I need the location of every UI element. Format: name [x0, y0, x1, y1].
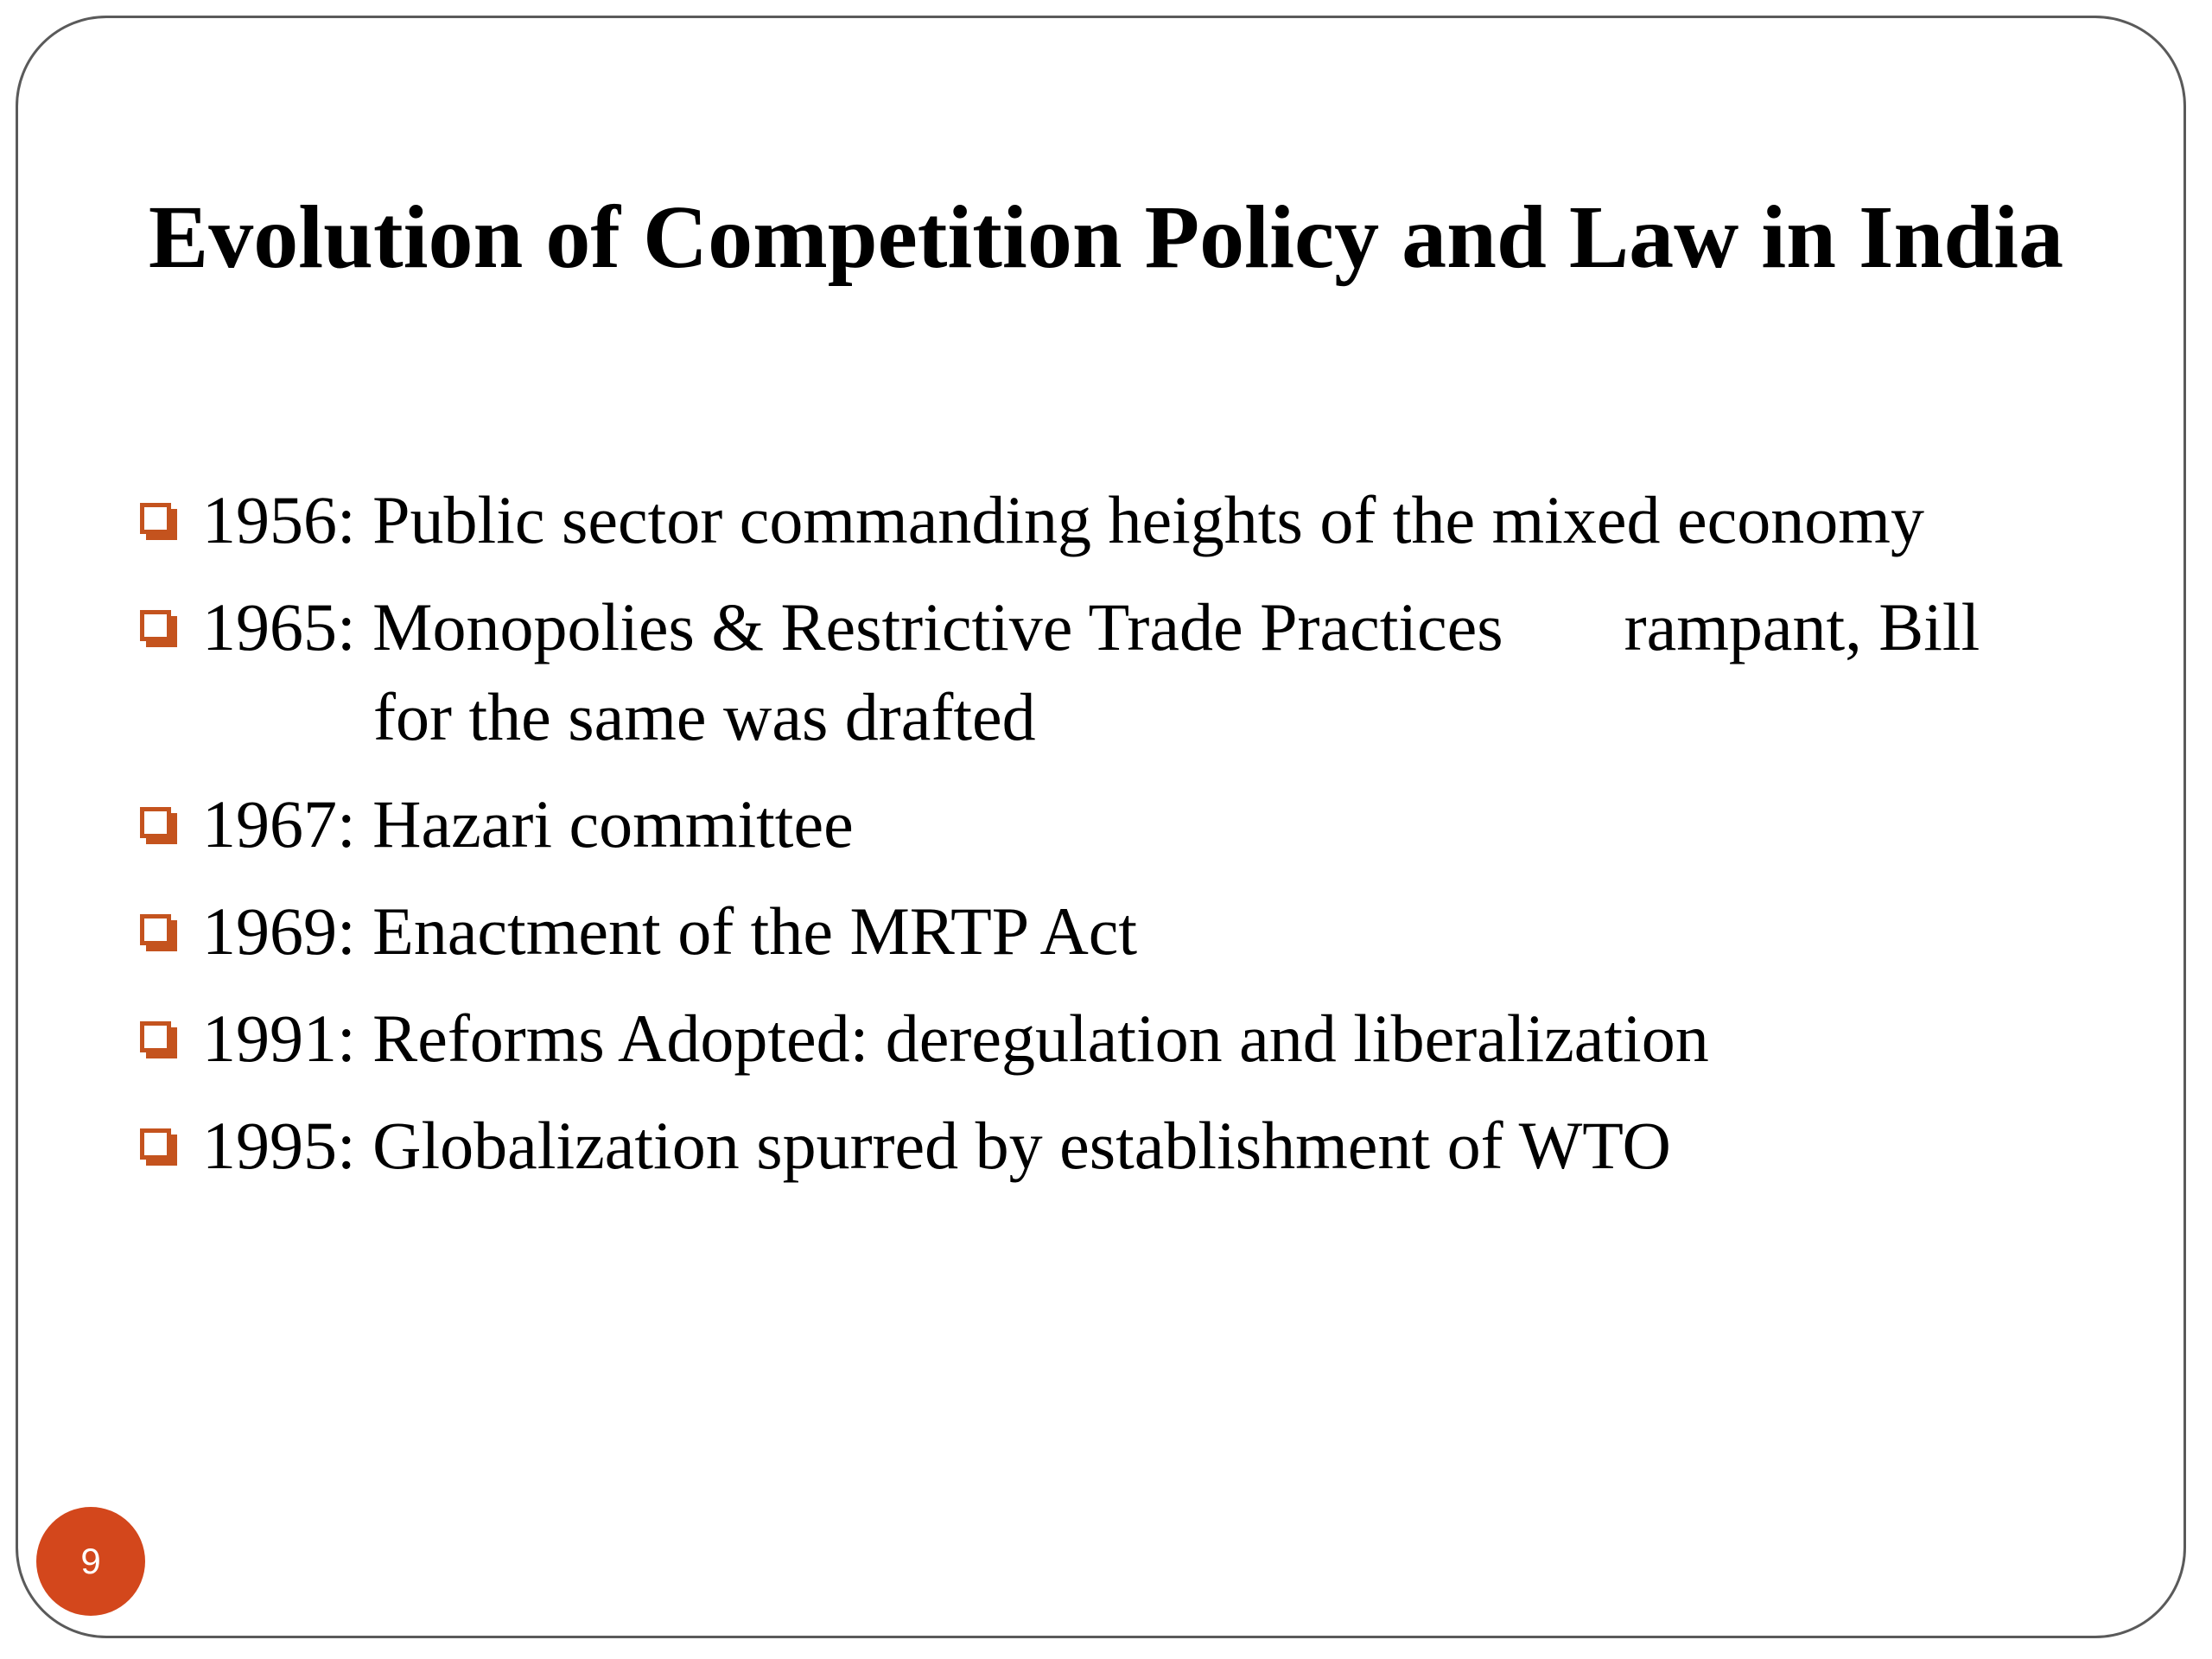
hollow-square-bullet-icon: [140, 503, 171, 534]
bullet-item-1969: [138, 887, 2039, 976]
hollow-square-bullet-icon: [140, 914, 171, 945]
bullet-item-1956: [138, 475, 2039, 565]
bullet-list: [138, 475, 2039, 1208]
bullet-text: 1991: Reforms Adopted: deregulation and liberalization: [202, 1001, 1709, 1076]
hollow-square-bullet-icon: [140, 1128, 171, 1160]
bullet-text: 1969: Enactment of the MRTP Act: [202, 893, 1138, 969]
bullet-text-part-1: 1965: Monopolies & Restrictive Trade Practices: [202, 589, 1503, 664]
hollow-square-bullet-icon: [140, 610, 171, 641]
bullet-item-1967: [138, 779, 2039, 869]
bullet-item-1965: [138, 582, 2039, 762]
bullet-text: 1995: Globalization spurred by establishment of WTO: [202, 1108, 1671, 1183]
slide-number-badge: 9: [36, 1507, 145, 1616]
bullet-text-part-2: rampant, Bill for the same was drafted: [373, 589, 1980, 754]
bullet-item-1995: [138, 1101, 2039, 1191]
bullet-text: 1956: Public sector commanding heights of the mixed economy: [202, 482, 1924, 557]
hollow-square-bullet-icon: [140, 1021, 171, 1052]
bullet-text: [202, 582, 2039, 762]
slide-title: Evolution of Competition Policy and Law in India: [148, 188, 2064, 287]
bullet-text: 1967: Hazari committee: [202, 786, 854, 861]
hollow-square-bullet-icon: [140, 807, 171, 838]
bullet-item-1991: [138, 994, 2039, 1084]
